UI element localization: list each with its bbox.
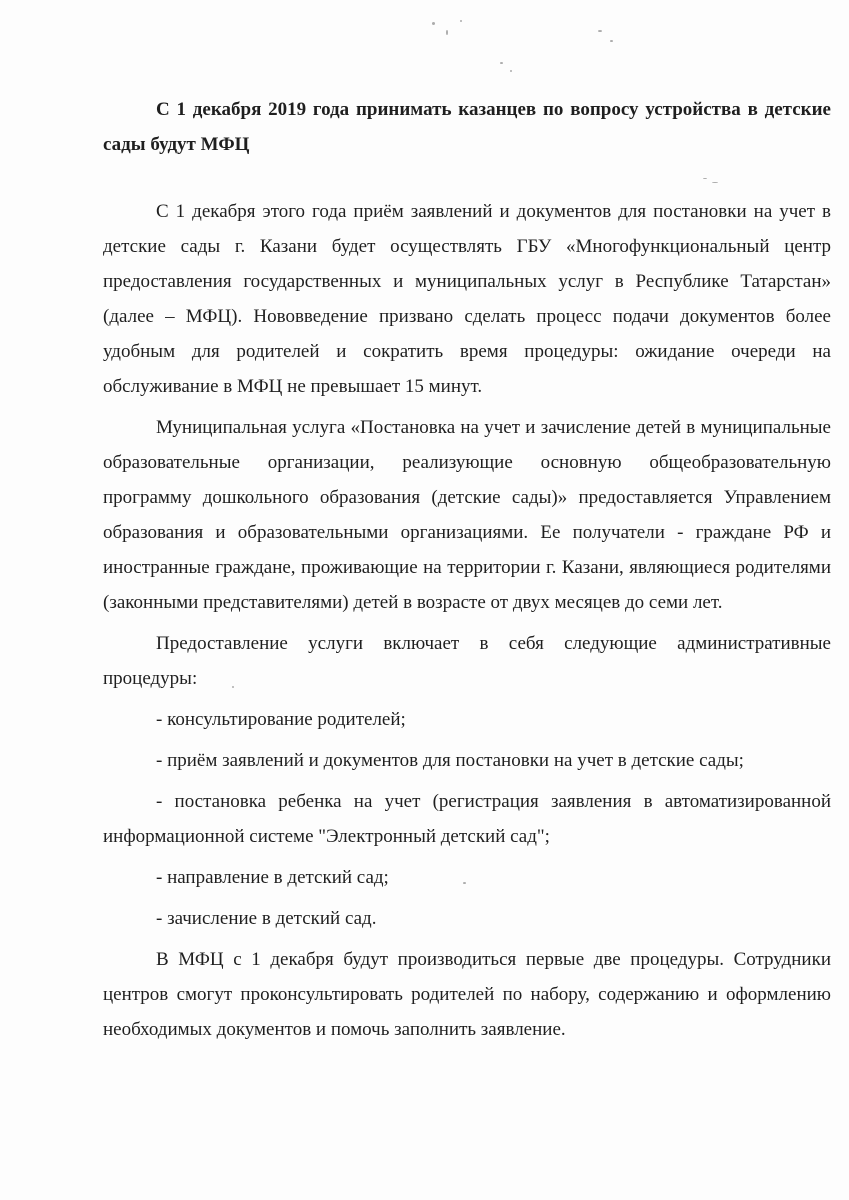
list-item: - зачисление в детский сад. bbox=[156, 908, 377, 929]
document-title: С 1 декабря 2019 года принимать казанцев по вопросу устройства в детские сады будут МФЦ bbox=[103, 99, 831, 155]
list-item: - приём заявлений и документов для постановки на учет в детские сады; bbox=[156, 750, 744, 771]
list-item: - направление в детский сад; bbox=[156, 867, 389, 888]
list-item: - консультирование родителей; bbox=[156, 709, 406, 730]
paragraph-municipal-service: Муниципальная услуга «Постановка на учет и зачисление детей в муниципальные образовательные организации, реализующие основную общеобразовательную программу дошкольного образования (детские сады)» предоставляется Управлением образования и образовательными организациями. Ее получатели - граждане РФ и иностранные граждане, проживающие на территории г. Казани, являющиеся родителями (законными представителями) детей в возрасте от двух месяцев до семи лет. bbox=[103, 417, 831, 613]
procedures-list bbox=[103, 702, 831, 936]
document-body bbox=[103, 92, 831, 1053]
paragraph-mfc-intro: С 1 декабря этого года приём заявлений и документов для постановки на учет в детские сады г. Казани будет осуществлять ГБУ «Многофункциональный центр предоставления государственных и муниципальных услуг в Республике Татарстан» (далее – МФЦ). Нововведение призвано сделать процесс подачи документов более удобным для родителей и сократить время процедуры: ожидание очереди на обслуживание в МФЦ не превышает 15 минут. bbox=[103, 201, 831, 397]
paragraph-closing: В МФЦ с 1 декабря будут производиться первые две процедуры. Сотрудники центров смогут проконсультировать родителей по набору, содержанию и оформлению необходимых документов и помочь заполнить заявление. bbox=[103, 949, 831, 1040]
list-item: - постановка ребенка на учет (регистрация заявления в автоматизированной информационной системе "Электронный детский сад"; bbox=[103, 791, 831, 847]
paragraph-procedures-intro: Предоставление услуги включает в себя следующие административные процедуры: bbox=[103, 633, 831, 689]
